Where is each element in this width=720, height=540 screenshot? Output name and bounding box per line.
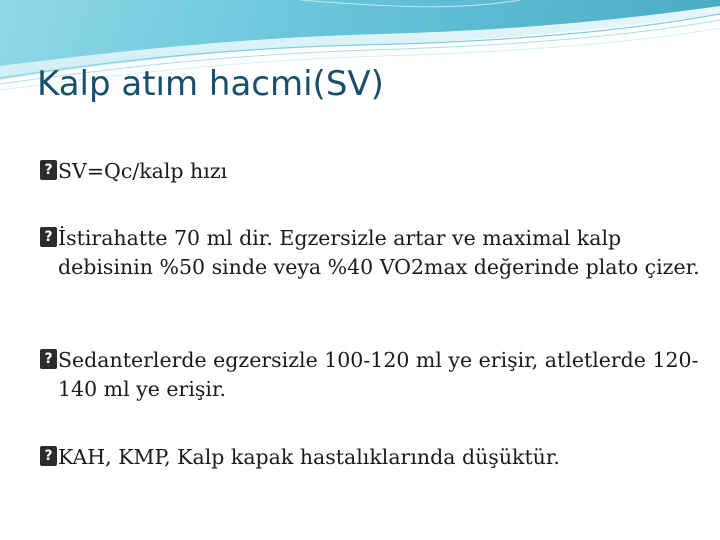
slide-title: Kalp atım hacmi(SV) (37, 64, 384, 104)
bullet-text: SV=Qc/kalp hızı (58, 159, 228, 183)
bullet-item (40, 224, 700, 282)
missing-glyph-icon (40, 227, 57, 247)
missing-glyph-icon (40, 160, 57, 180)
bullet-text: KAH, KMP, Kalp kapak hastalıklarında düşüktür. (58, 445, 560, 469)
bullet-text: İstirahatte 70 ml dir. Egzersizle artar ve maximal kalp debisinin %50 sinde veya %40 VO2max değerinde plato çizer. (58, 226, 700, 279)
missing-glyph-icon (40, 446, 57, 466)
bullet-item (40, 157, 700, 186)
bullet-text: Sedanterlerde egzersizle 100-120 ml ye erişir, atletlerde 120-140 ml ye erişir. (58, 348, 699, 401)
missing-glyph-icon (40, 349, 57, 369)
bullet-item (40, 443, 700, 472)
bullet-item (40, 346, 700, 404)
